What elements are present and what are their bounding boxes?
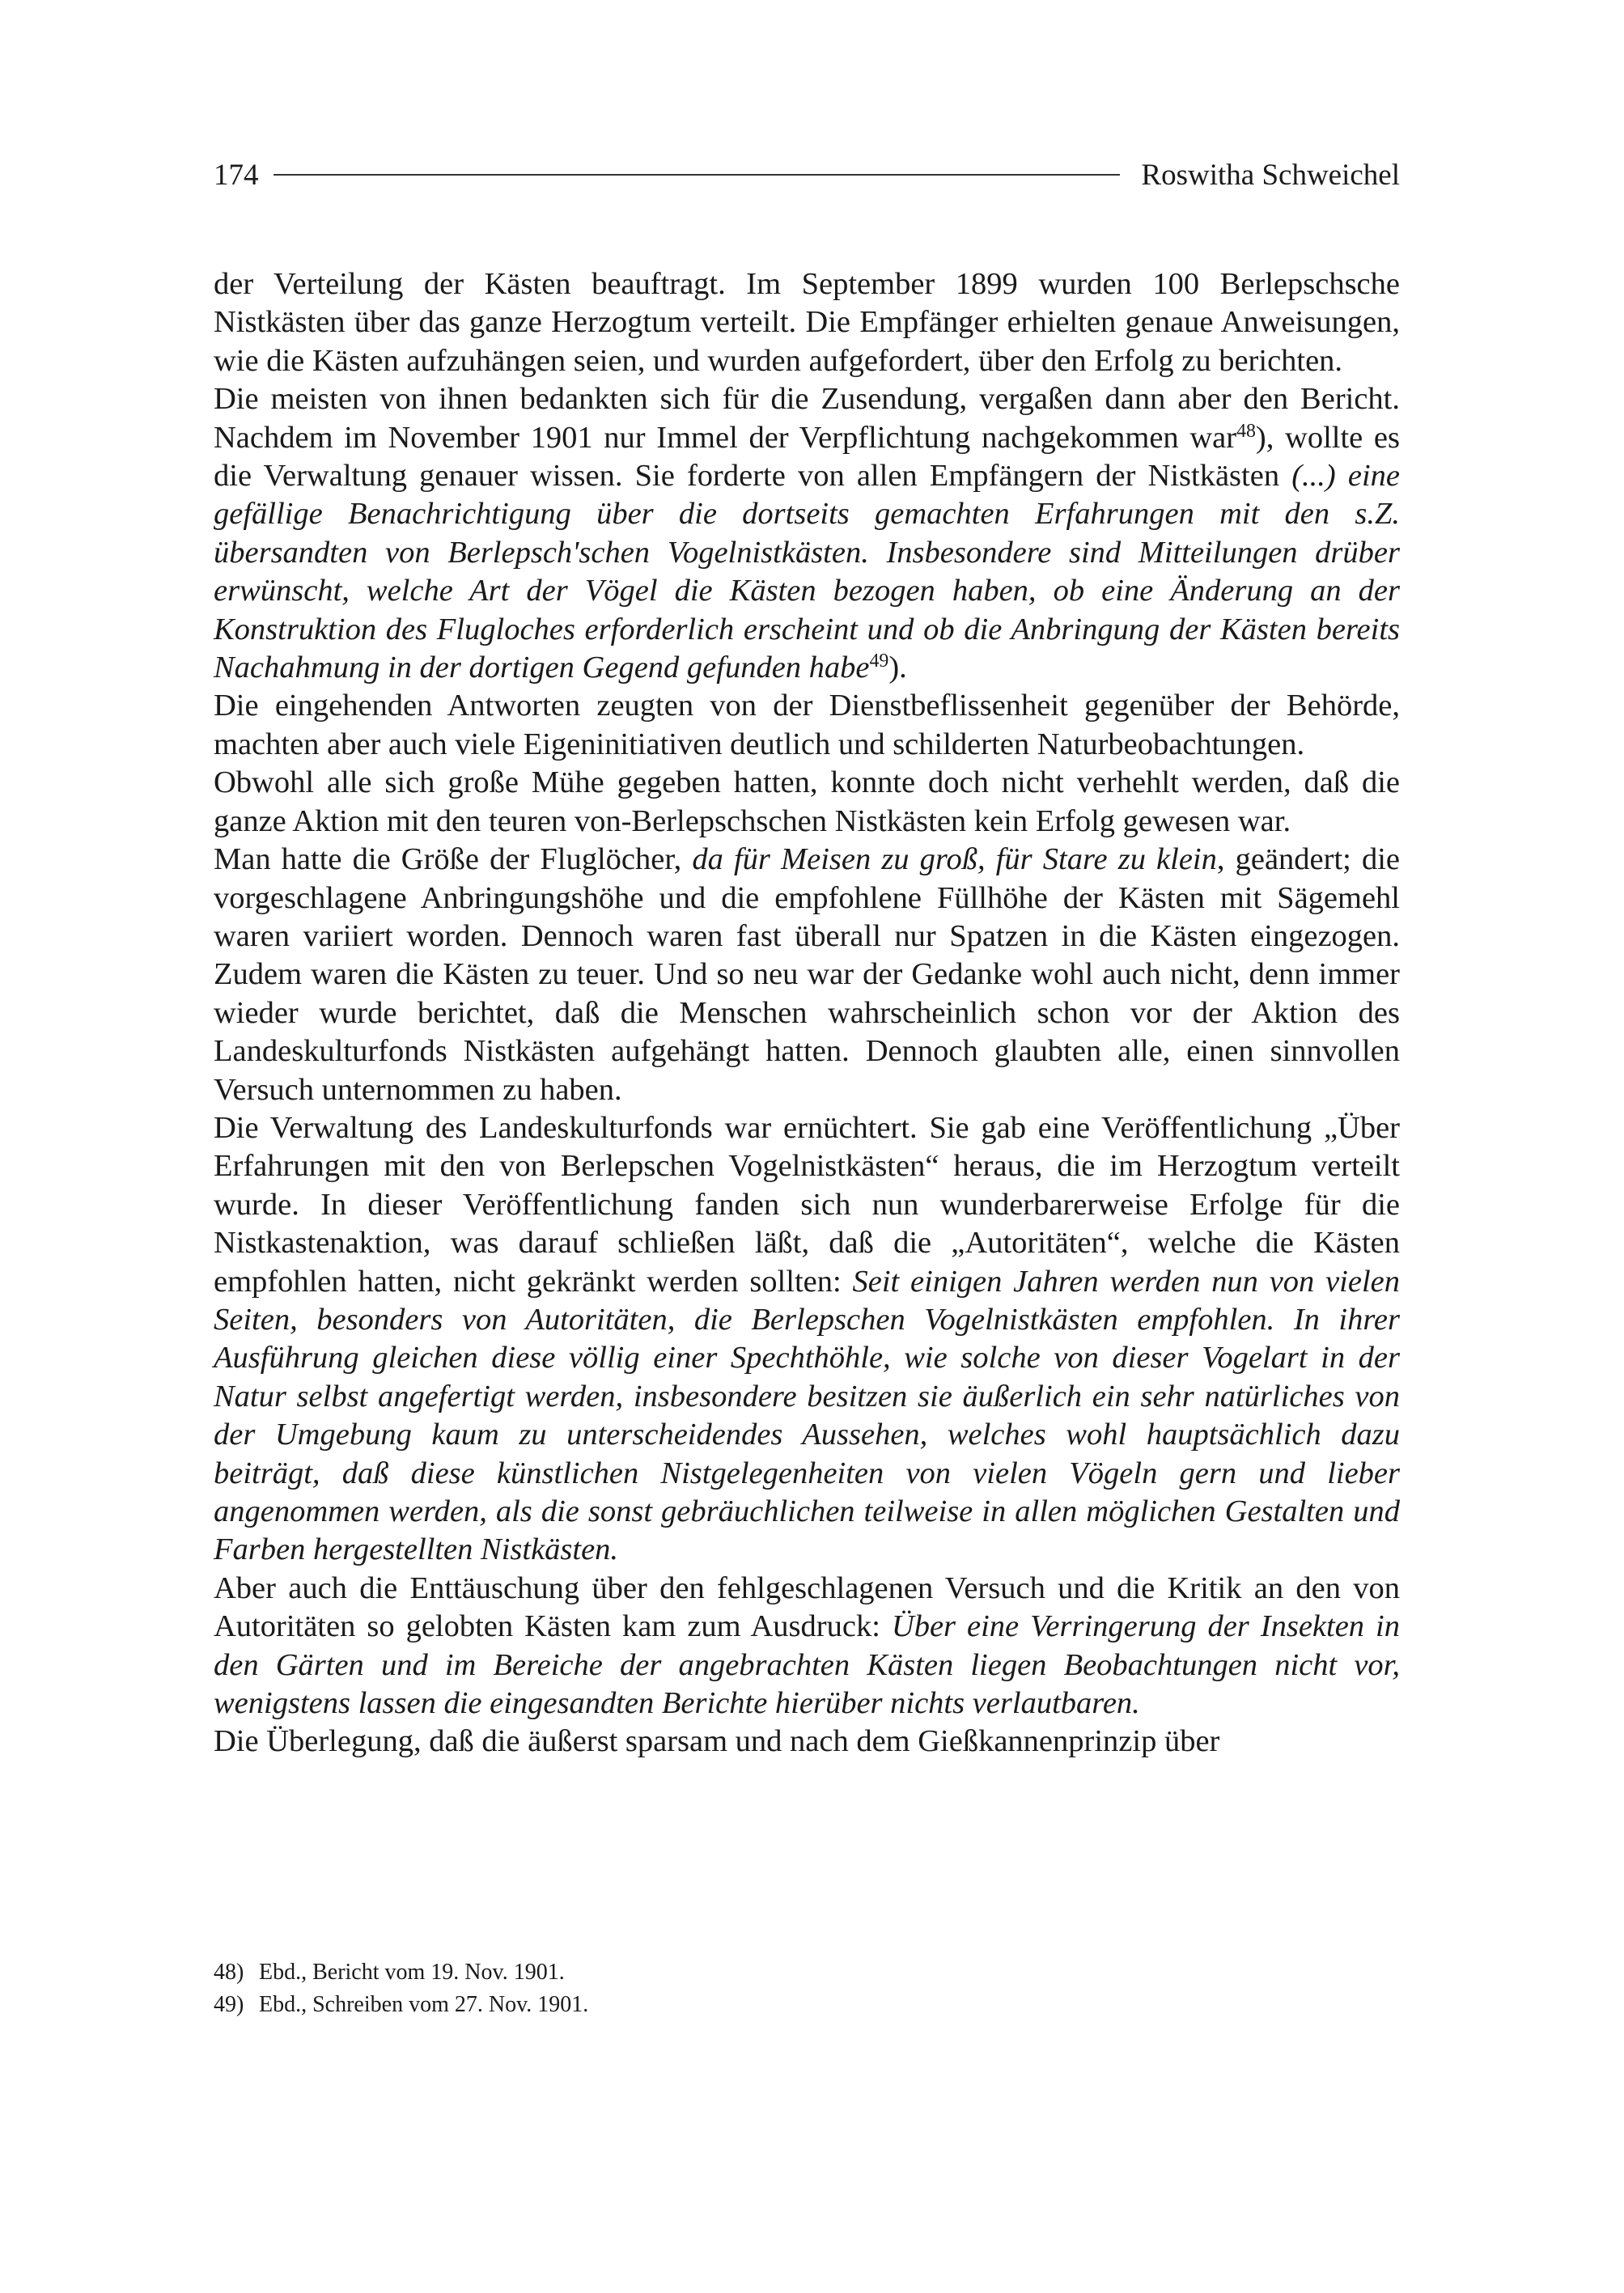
paragraph [214,687,1400,764]
text-run: ), wollte es die Verwaltung genauer wissen. Sie forderte von allen Empfängern der Nistkästen [214,420,1400,494]
footnote [214,1956,1400,1989]
header-rule [273,174,1121,176]
paragraph [214,764,1400,841]
paragraph [214,380,1400,687]
text-run: Die eingehenden Antworten zeugten von der Dienstbeflissenheit gegenüber der Behörde, machten aber auch viele Eigeninitiativen deutlich und schilderten Naturbeobachtungen. [214,689,1400,761]
paragraph [214,1570,1400,1723]
paragraph [214,1109,1400,1570]
text-run: Die meisten von ihnen bedankten sich für die Zusendung, vergaßen dann aber den Bericht. Nachdem im November 1901 nur Immel der Verpflichtung nachgekommen war [214,382,1400,455]
text-run: Aber auch die Enttäuschung über den fehlgeschlagenen Versuch und die Kritik an den von Autoritäten so gelobten Kästen kam zum Ausdruck: [214,1570,1400,1644]
paragraph [214,265,1400,380]
quoted-text: (...) eine gefällige Benachrichtigung über die dortseits gemachten Erfahrungen mit den s.Z. übersandten von Berlepsch'schen Vogelnistkästen. Insbesondere sind Mitteilungen drüber erwünscht, welche Art der Vögel die Kästen bezogen haben, ob eine Änderung an der Konstruktion des Flugloches erforderlich erscheint und ob die Anbringung der Kästen bereits Nachahmung in der dortigen Gegend gefunden habe [214,459,1400,685]
quoted-text: Über eine Verringerung der Insekten in den Gärten und im Bereiche der angebrachten Kästen liegen Beobachtungen nicht vor, wenigstens lassen die eingesandten Berichte hierüber nichts verlautbaren. [214,1609,1400,1721]
quoted-text: Seit einigen Jahren werden nun von vielen Seiten, besonders von Autoritäten, die Berlepschen Vogelnistkästen empfohlen. In ihrer Ausführung gleichen diese völlig einer Spechthöhle, wie solche von dieser Vogelart in der Natur selbst angefertigt werden, insbesondere besitzen sie äußerlich ein sehr natürliches von der Umgebung kaum zu unterscheidendes Aussehen, welches wohl hauptsächlich dazu beiträgt, daß diese künstlichen Nistgelegenheiten von vielen Vögeln gern und lieber angenommen werden, als die sonst gebräuchlichen teilweise in allen möglichen Gestalten und Farben hergestellten Nistkästen. [214,1264,1401,1567]
footnote-number: 48) [214,1960,244,1985]
paragraph [214,1723,1400,1761]
paragraph [214,841,1400,1109]
text-run: der Verteilung der Kästen beauftragt. Im September 1899 wurden 100 Berlepschsche Nistkästen über das ganze Herzogtum verteilt. Die Empfänger erhielten genaue Anweisungen, wie die Kästen aufzuhängen seien, und wurden aufgefordert, über den Erfolg zu berichten. [214,267,1400,378]
footnote-text: Ebd., Schreiben vom 27. Nov. 1901. [259,1992,589,2017]
body-text [214,265,1400,1761]
quoted-text: da für Meisen zu groß, für Stare zu klein [692,842,1217,877]
page [214,159,1400,1761]
text-run: Obwohl alle sich große Mühe gegeben hatten, konnte doch nicht verhehlt werden, daß die ganze Aktion mit den teuren von-Berlepschschen Nistkästen kein Erfolg gewesen war. [214,765,1400,838]
footnote [214,1989,1400,2021]
footnote-text: Ebd., Bericht vom 19. Nov. 1901. [259,1960,565,1985]
footnote-reference: 49 [869,650,889,672]
page-number: 174 [214,158,259,192]
text-run: , geändert; die vorgeschlagene Anbringungshöhe und die empfohlene Füllhöhe der Kästen mit Sägemehl waren variiert worden. Dennoch waren fast überall nur Spatzen in die Kästen eingezogen. Zudem waren die Kästen zu teuer. Und so neu war der Gedanke wohl auch nicht, denn immer wieder wurde berichtet, daß die Menschen wahrscheinlich schon vor der Aktion des Landeskulturfonds Nistkästen aufgehängt hatten. Dennoch glaubten alle, einen sinnvollen Versuch unternommen zu haben. [214,842,1401,1107]
text-run: Die Überlegung, daß die äußerst sparsam und nach dem Gießkannenprinzip über [214,1724,1220,1759]
text-run: Man hatte die Größe der Fluglöcher, [214,842,693,877]
footnotes [214,1956,1400,2021]
running-head [214,159,1400,191]
footnote-reference: 48 [1236,420,1256,442]
text-run: Die Verwaltung des Landeskulturfonds war ernüchtert. Sie gab eine Veröffentlichung „Über Erfahrungen mit den von Berlepschen Vogelnistkästen“ heraus, die im Herzogtum verteilt wurde. In dieser Veröffentlichung fanden sich nun wunderbarerweise Erfolge für die Nistkastenaktion, was darauf schließen läßt, daß die „Autoritäten“, welche die Kästen empfohlen hatten, nicht gekränkt werden sollten: [214,1110,1400,1299]
running-head-author: Roswitha Schweichel [1141,158,1400,192]
footnote-number: 49) [214,1992,244,2017]
text-run: ). [888,651,907,685]
